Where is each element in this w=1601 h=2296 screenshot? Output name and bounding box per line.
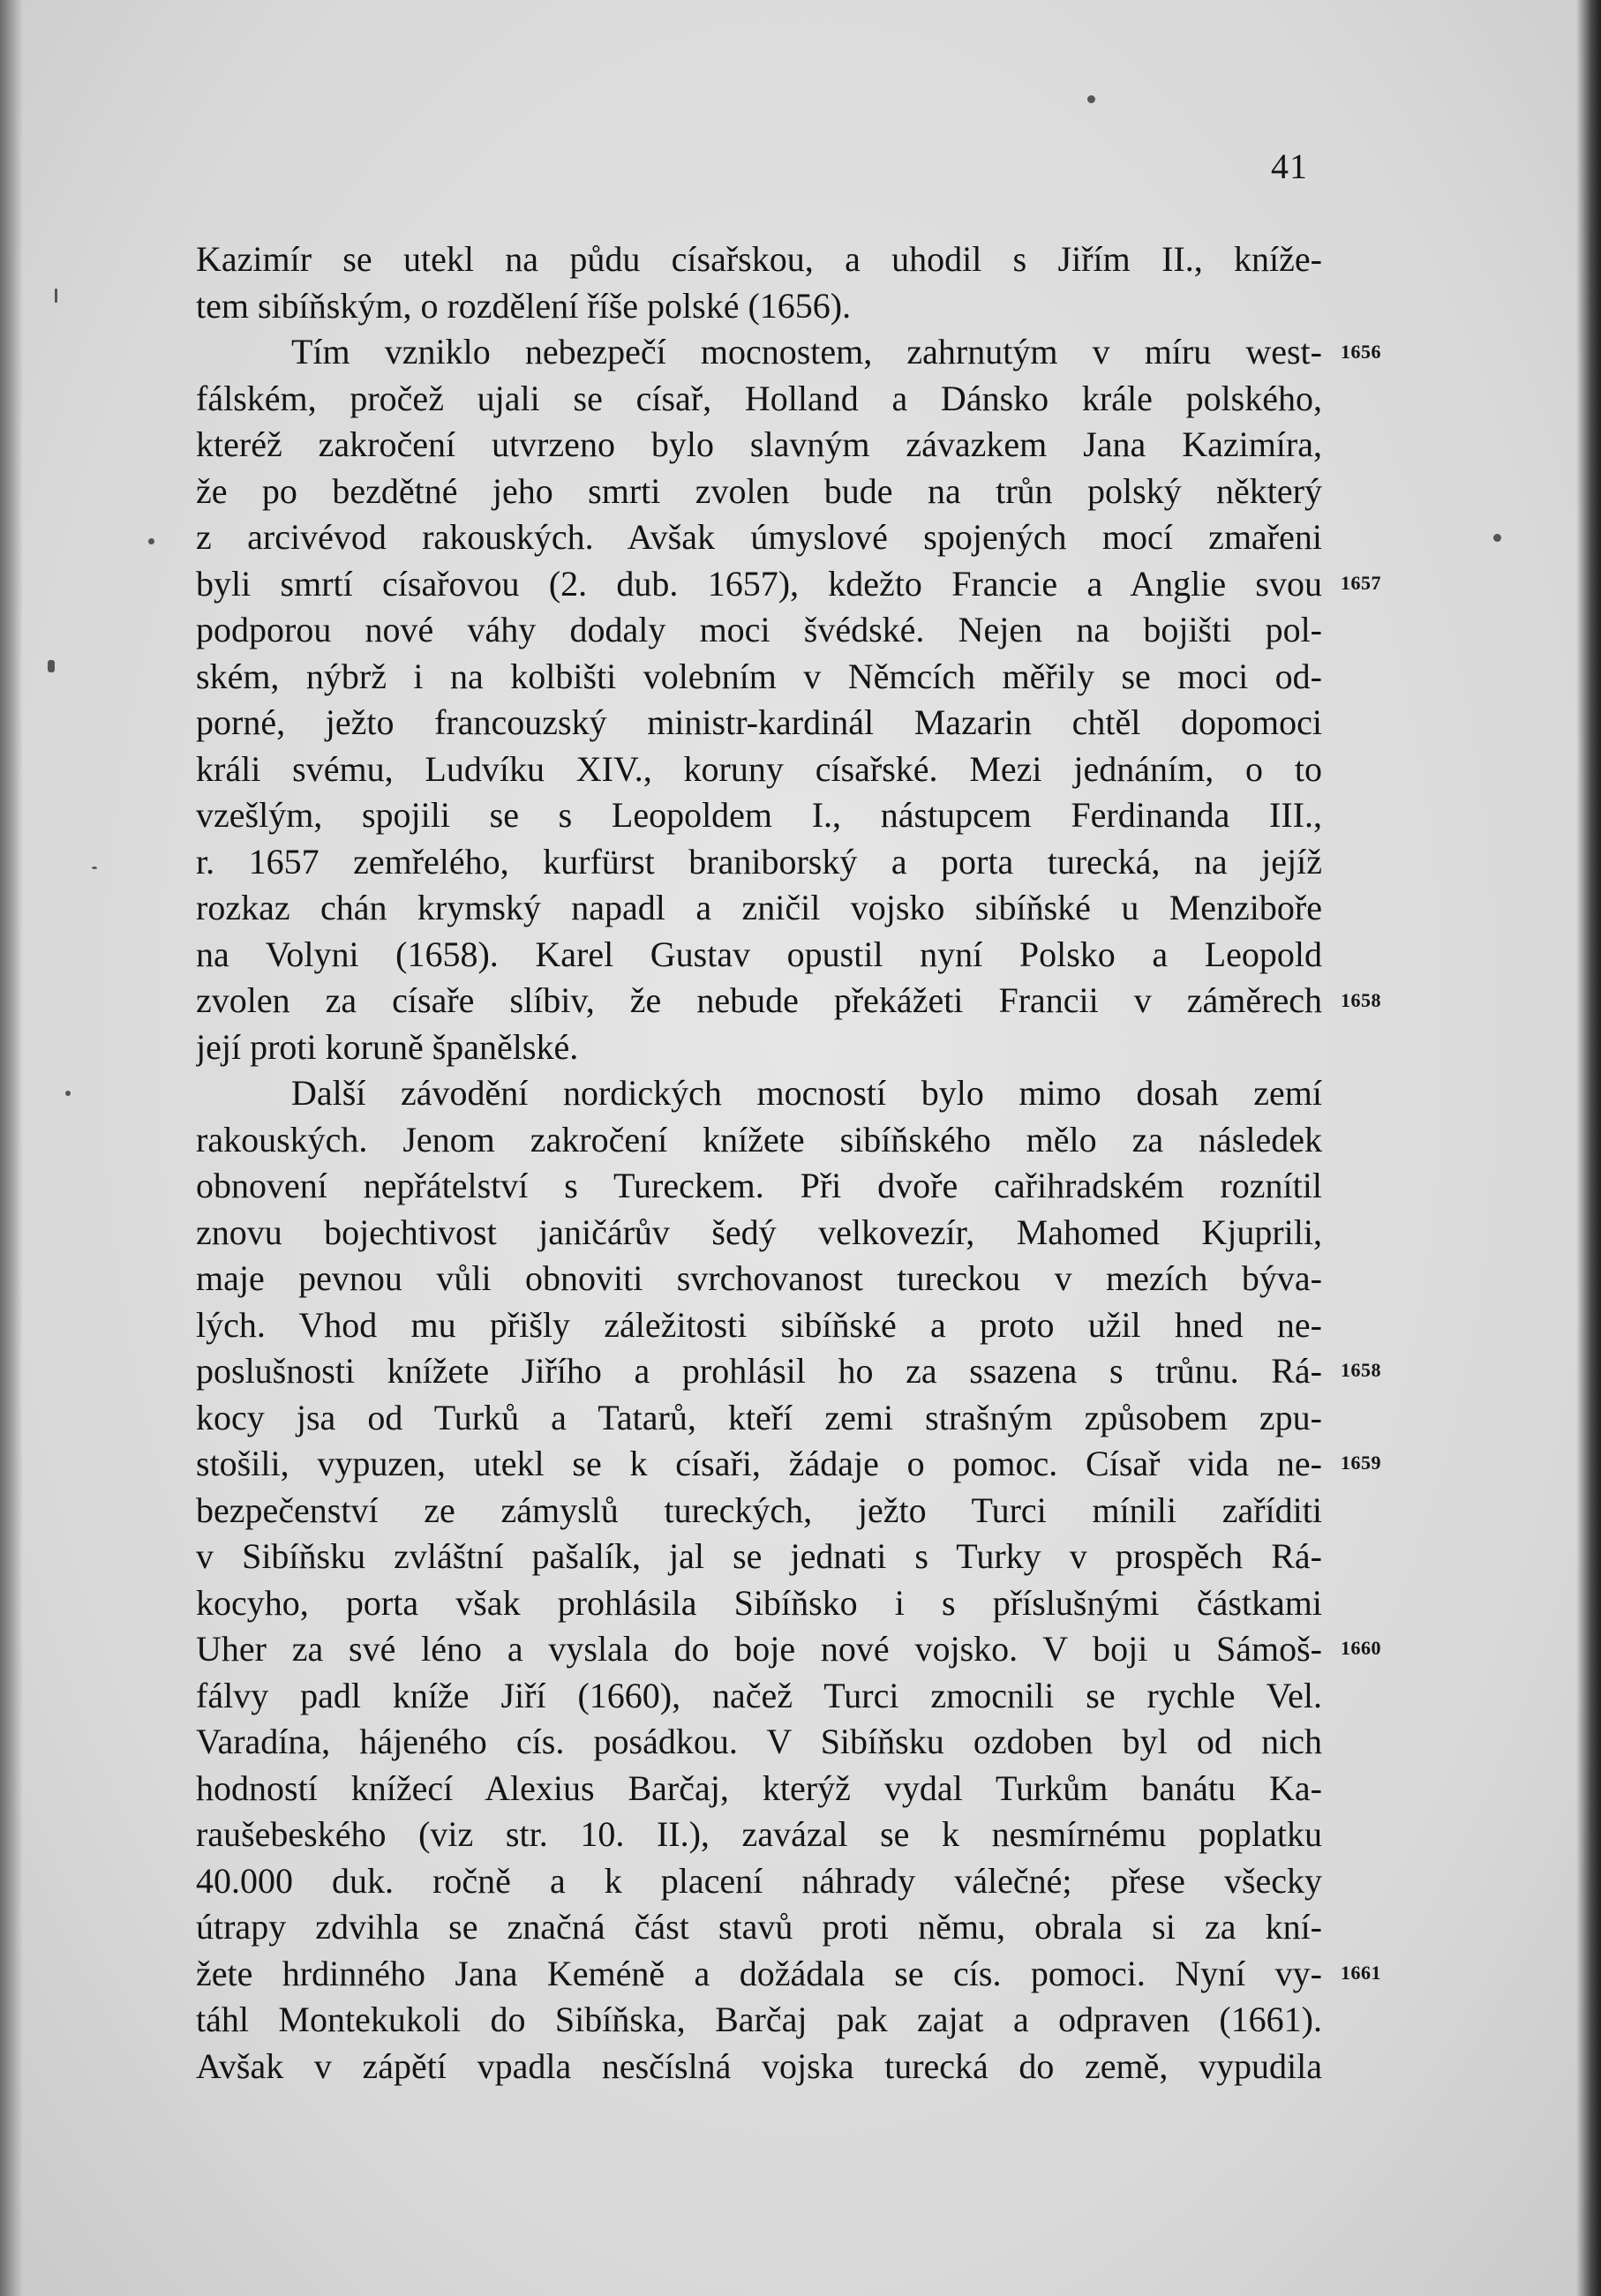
page-right-edge-shadow <box>1576 0 1601 2296</box>
text-line: kocy jsa od Turků a Tatarů, kteří zemi strašným způsobem zpu- <box>196 1397 1322 1437</box>
margin-year: 1661 <box>1341 1962 1381 1984</box>
text-line: lých. Vhod mu přišly záležitosti sibíňské a proto užil hned ne- <box>196 1304 1322 1345</box>
scan-speck <box>92 867 97 869</box>
text-line: bezpečenství ze zámyslů tureckých, ježto Turci mínili zaříditi <box>196 1489 1322 1530</box>
text-line: Další závodění nordických mocností bylo mimo dosah zemí <box>291 1073 1322 1113</box>
text-line: byli smrtí císařovou (2. dub. 1657), kdežto Francie a Anglie svou <box>196 563 1322 604</box>
scan-speck <box>65 1091 71 1096</box>
text-line: 40.000 duk. ročně a k placení náhrady válečné; přese všecky <box>196 1860 1322 1901</box>
text-line: Kazimír se utekl na půdu císařskou, a uhodil s Jiřím II., kníže- <box>196 239 1322 279</box>
text-line: její proti koruně španělské. <box>196 1026 579 1067</box>
text-line: že po bezdětné jeho smrti zvolen bude na trůn polský některý <box>196 470 1322 511</box>
text-line: kteréž zakročení utvrzeno bylo slavným závazkem Jana Kazimíra, <box>196 424 1322 464</box>
text-line: Tím vzniklo nebezpečí mocnostem, zahrnutým v míru west- <box>291 332 1322 371</box>
text-line: maje pevnou vůli obnoviti svrchovanost tureckou v mezích býva- <box>196 1258 1322 1298</box>
margin-year: 1658 <box>1341 1359 1381 1381</box>
scan-speck <box>1493 534 1501 542</box>
text-line: rakouských. Jenom zakročení knížete sibíňského mělo za následek <box>196 1119 1322 1159</box>
text-line: táhl Montekukoli do Sibíňska, Barčaj pak zajat a odpraven (1661). <box>196 2000 1322 2039</box>
body-text <box>196 236 1322 2090</box>
page-number: 41 <box>1271 146 1308 186</box>
text-line: porné, ježto francouzský ministr-kardinál Mazarin chtěl dopomoci <box>196 702 1322 742</box>
margin-year: 1658 <box>1341 989 1381 1011</box>
margin-year: 1657 <box>1341 572 1381 594</box>
text-line: útrapy zdvihla se značná část stavů proti němu, obrala si za kní- <box>196 1907 1322 1947</box>
text-line: v Sibíňsku zvláštní pašalík, jal se jednati s Turky v prospěch Rá- <box>196 1536 1322 1576</box>
text-line: Varadína, hájeného cís. posádkou. V Sibíňsku ozdoben byl od nich <box>196 1722 1322 1761</box>
text-line: znovu bojechtivost janičárův šedý velkovezír, Mahomed Kjuprili, <box>196 1212 1322 1252</box>
scan-speck <box>48 660 55 672</box>
text-line: fálvy padl kníže Jiří (1660), načež Turci zmocnili se rychle Vel. <box>196 1675 1322 1715</box>
text-line: hodností knížecí Alexius Barčaj, kterýž vydal Turkům banátu Ka- <box>196 1767 1322 1808</box>
margin-year: 1656 <box>1341 341 1381 363</box>
text-line: na Volyni (1658). Karel Gustav opustil nyní Polsko a Leopold <box>196 934 1322 974</box>
scan-speck <box>148 538 154 544</box>
text-line: tem sibíňským, o rozdělení říše polské (1656). <box>196 285 852 326</box>
text-line: fálském, pročež ujali se císař, Holland a Dánsko krále polského, <box>196 378 1322 418</box>
text-line: žete hrdinného Jana Keméně a dožádala se cís. pomoci. Nyní vy- <box>196 1953 1322 1993</box>
text-line: králi svému, Ludvíku XIV., koruny císařské. Mezi jednáním, o to <box>196 748 1322 789</box>
text-line: obnovení nepřátelství s Tureckem. Při dvoře cařihradském roznítil <box>196 1166 1322 1205</box>
text-line: poslušnosti knížete Jiřího a prohlásil ho za ssazena s trůnu. Rá- <box>196 1351 1322 1391</box>
scan-speck <box>55 289 57 303</box>
text-line: r. 1657 zemřelého, kurfürst braniborský a porta turecká, na jejíž <box>196 841 1322 882</box>
text-line: podporou nové váhy dodaly moci švédské. Nejen na bojišti pol- <box>196 610 1322 649</box>
text-line: Avšak v zápětí vpadla nesčíslná vojska turecká do země, vypudila <box>196 2045 1322 2086</box>
text-line: rozkaz chán krymský napadl a zničil vojsko sibíňské u Menziboře <box>196 888 1322 927</box>
margin-year: 1659 <box>1341 1452 1381 1474</box>
text-line: z arcivévod rakouských. Avšak úmyslové spojených mocí zmařeni <box>196 517 1322 557</box>
text-line: zvolen za císaře slíbiv, že nebude překážeti Francii v záměrech <box>196 980 1322 1020</box>
text-line: vzešlým, spojili se s Leopoldem I., nástupcem Ferdinanda III., <box>196 795 1322 835</box>
text-line: ském, nýbrž i na kolbišti volebním v Němcích měřily se moci od- <box>196 656 1322 696</box>
text-line: raušebeského (viz str. 10. II.), zavázal se k nesmírnému poplatku <box>196 1814 1322 1854</box>
margin-year: 1660 <box>1341 1637 1381 1659</box>
scan-speck <box>1087 95 1095 103</box>
page-left-edge-shadow <box>0 0 23 2296</box>
text-line: stošili, vypuzen, utekl se k císaři, žádaje o pomoc. Císař vida ne- <box>196 1444 1322 1483</box>
text-line: kocyho, porta však prohlásila Sibíňsko i s příslušnými částkami <box>196 1582 1322 1623</box>
text-line: Uher za své léno a vyslala do boje nové vojsko. V boji u Sámoš- <box>196 1629 1322 1669</box>
